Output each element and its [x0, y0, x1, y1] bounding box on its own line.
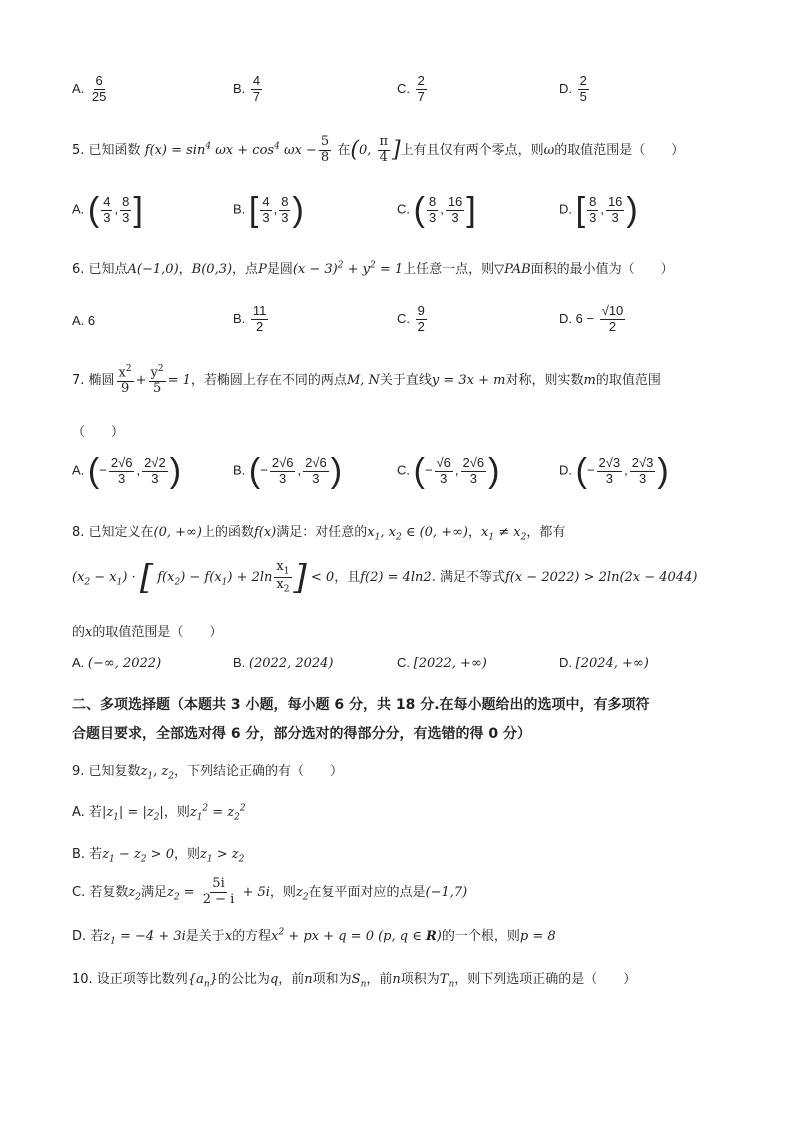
q6-option-b[interactable]: B. $\frac{11}{2}$ — [233, 303, 267, 334]
q5-option-d[interactable]: D. [ $\frac{8}{3}$ , $\frac{16}{3}$ ) — [559, 191, 638, 229]
interval: (0, $\frac{\pi}{4}$ ] — [350, 134, 401, 165]
fraction: $\frac{6}{25}$ — [91, 73, 107, 104]
q6-option-a[interactable]: A. 6 — [72, 313, 96, 328]
q5-option-b[interactable]: B. [ $\frac{4}{3}$ , $\frac{8}{3}$ ) — [233, 191, 304, 229]
q8-option-b[interactable]: B. (2022, 2024) — [233, 655, 334, 671]
q6-option-d[interactable]: D. 6 − $\frac{√10}{2}$ — [559, 303, 624, 334]
fraction: $\frac{2}{7}$ — [417, 73, 425, 104]
q4-option-b[interactable]: B. $\frac{4}{7}$ — [233, 73, 261, 104]
q7-option-a[interactable]: A. (− $\frac{2√6}{3}$ , $\frac{2√2}{3}$ ) — [72, 452, 182, 490]
q6-option-c[interactable]: C. $\frac{9}{2}$ — [397, 303, 425, 334]
fraction: $\frac{2}{5}$ — [579, 73, 587, 104]
q9-option-c[interactable]: C. 若复数$z_2$满足$z_2$ = $\frac{5i}{2 - i}$ + 5i，则$z_2$在复平面对应的点是(−1,7) — [72, 876, 468, 907]
q7-option-d[interactable]: D. (− $\frac{2√3}{3}$ , $\frac{2√3}{3}$ ) — [559, 452, 669, 490]
q4-option-a[interactable]: A. $\frac{6}{25}$ — [72, 73, 107, 104]
q8-option-d[interactable]: D. [2024, +∞) — [559, 655, 649, 671]
question-6: 6. 已知点A(−1,0)，B(0,3)，点P是圆$(x - 3)^2 + y^2 = 1$上任意一点，则▽PAB面积的最小值为（ ） — [72, 260, 674, 277]
function-expression: $f(x) = \sin^4 \omega x + \cos^4 \omega x$ − $\frac{5}{8}$ — [144, 134, 330, 165]
q7-option-b[interactable]: B. (− $\frac{2√6}{3}$ , $\frac{2√6}{3}$ ) — [233, 452, 343, 490]
q7-option-c[interactable]: C. (− $\frac{√6}{3}$ , $\frac{2√6}{3}$ ) — [397, 452, 500, 490]
question-5: 5. 已知函数 $f(x) = \sin^4 \omega x + \cos^4 \omega x$ − $\frac{5}{8}$ 在(0, $\frac{\pi}{4}$ ]上有且仅有两个零点，则ω的取值范围是（ ） — [72, 134, 685, 165]
q4-option-d[interactable]: D. $\frac{2}{5}$ — [559, 73, 587, 104]
q5-option-c[interactable]: C. ( $\frac{8}{3}$ , $\frac{16}{3}$ ] — [397, 191, 476, 229]
q9-option-d[interactable]: D. 若$z_1 = -4 + 3i$是关于x的方程$x^2$ + px + q = 0 (p, q ∈ R)的一个根，则p = 8 — [72, 927, 556, 947]
q9-option-a[interactable]: A. 若$|z_1| = |z_2|$，则$z_1^2 = z_2^2$ — [72, 803, 246, 823]
q8-option-a[interactable]: A. (−∞, 2022) — [72, 655, 162, 671]
question-8: 8. 已知定义在(0, +∞)上的函数f(x)满足：对任意的$x_1$, $x_2$ ∈ (0, +∞)，$x_1 \ne x_2$，都有 — [72, 525, 566, 543]
question-7: 7. 椭圆 $\frac{x^2}{9}$ + $\frac{y^2}{5}$ = 1，若椭圆上存在不同的两点M, N关于直线y = 3x + m对称，则实数m的取值范围 — [72, 364, 661, 397]
question-8-condition: $(x_2 - x_1)$ · [ $f(x_2) - f(x_1) + 2\ln$ $\frac{x_1}{x_2}$ ] < 0，且f(2) = 4ln2. 满足不等式f(x − 2022) > 2ln(2x − 4044) — [72, 557, 698, 598]
q9-option-b[interactable]: B. 若$z_1 - z_2 > 0$，则$z_1 > z_2$ — [72, 847, 245, 865]
question-7-paren: （ ） — [72, 425, 125, 440]
question-8-tail: 的x的取值范围是（ ） — [72, 625, 223, 640]
question-10: 10. 设正项等比数列$\{a_n\}$的公比为q，前n项和为$S_n$，前n项积为$T_n$，则下列选项正确的是（ ） — [72, 972, 637, 990]
section-heading: 二、多项选择题（本题共 3 小题，每小题 6 分，共 18 分.在每小题给出的选项中，有多项符 — [72, 697, 650, 713]
section-heading-cont: 合题目要求，全部选对得 6 分，部分选对的得部分分，有选错的得 0 分） — [72, 726, 531, 742]
question-9: 9. 已知复数$z_1$, $z_2$，下列结论正确的有（ ） — [72, 764, 344, 782]
q4-option-c[interactable]: C. $\frac{2}{7}$ — [397, 73, 425, 104]
fraction: $\frac{4}{7}$ — [252, 73, 261, 104]
q5-option-a[interactable]: A. ( $\frac{4}{3}$ , $\frac{8}{3}$ ] — [72, 191, 143, 229]
q8-option-c[interactable]: C. [2022, +∞) — [397, 655, 487, 671]
